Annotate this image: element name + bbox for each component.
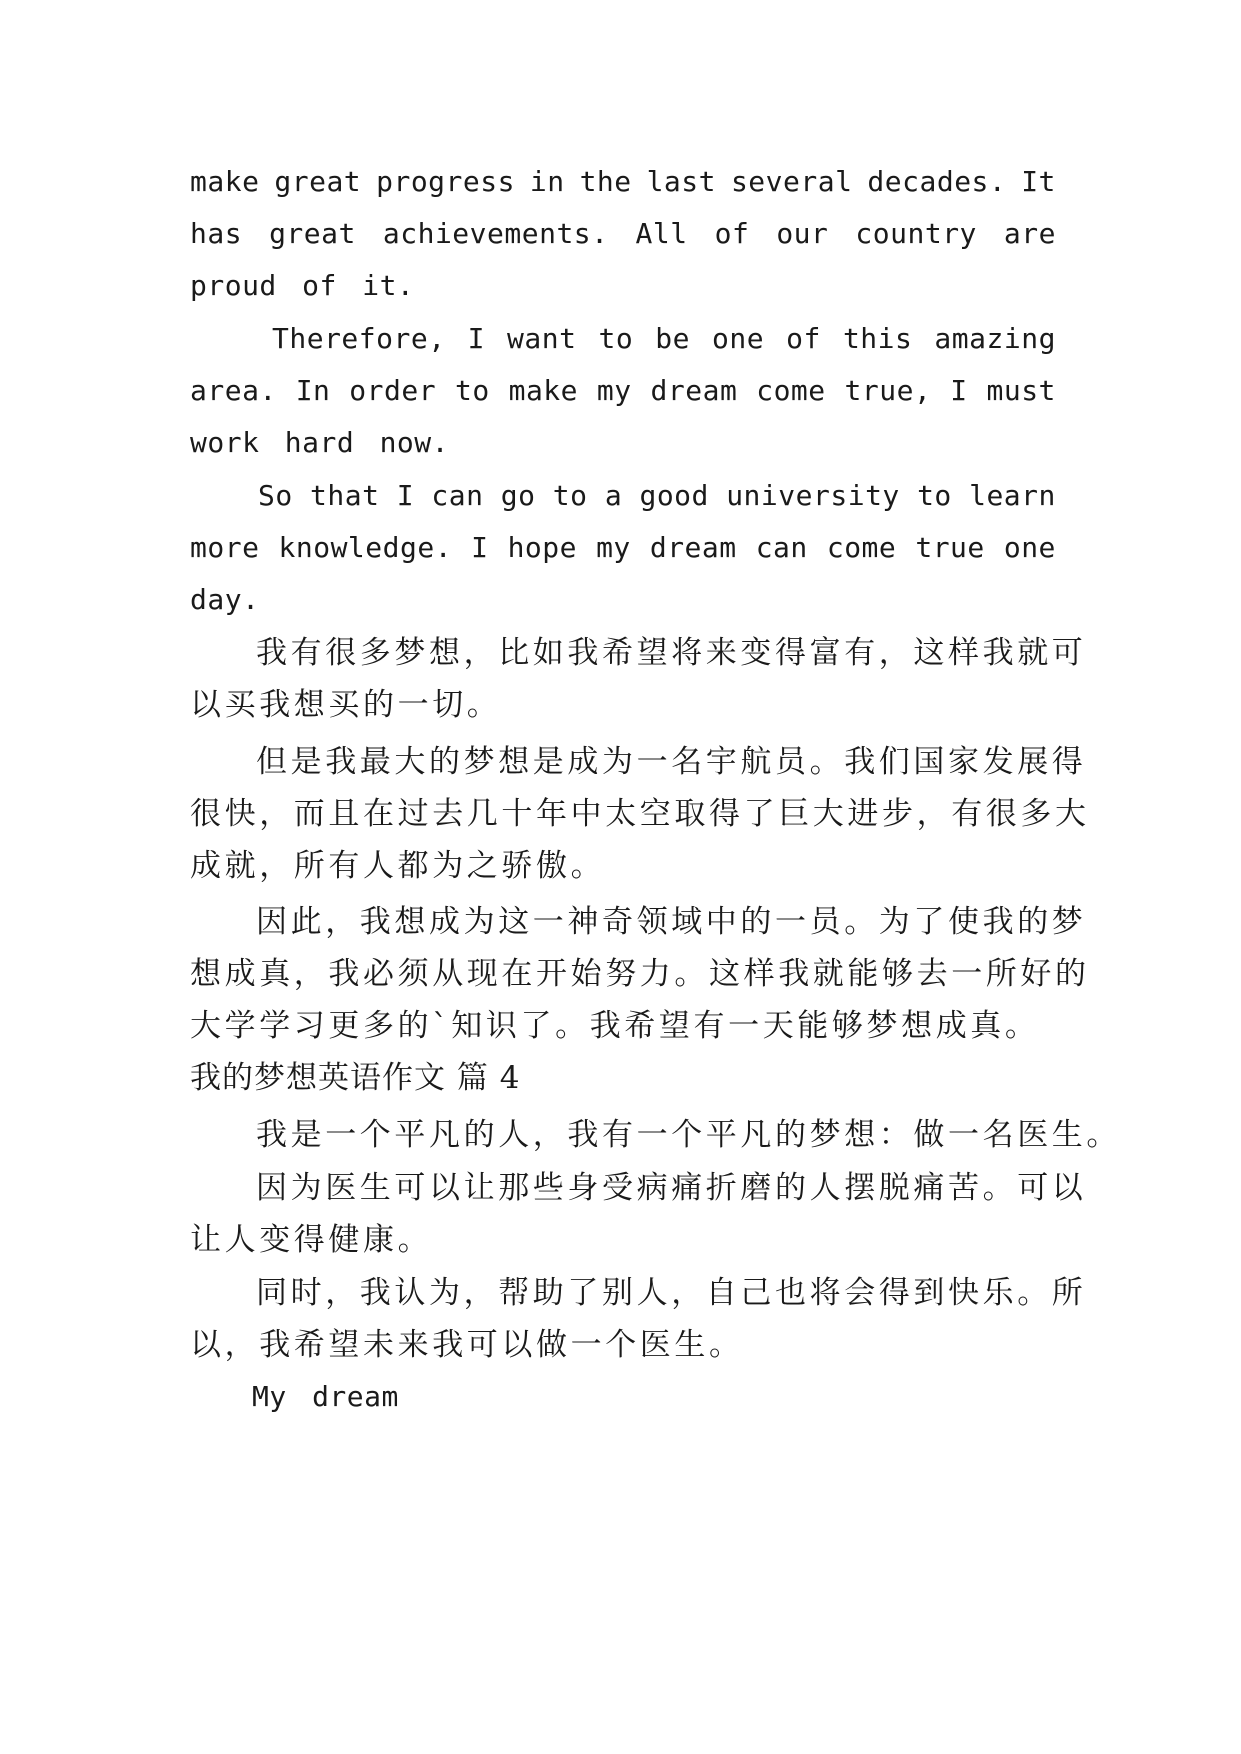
word: a	[604, 479, 623, 512]
word: country	[855, 217, 977, 250]
text-line: 以买我想买的一切。	[190, 687, 502, 723]
word: make	[508, 374, 579, 407]
text-line: 但是我最大的梦想是成为一名宇航员。我们国家发展得	[256, 744, 1087, 780]
word: has	[190, 217, 243, 250]
text-line	[272, 317, 1056, 361]
word: be	[655, 322, 690, 355]
word: to	[552, 479, 588, 512]
text-line: 大学学习更多的`知识了。我希望有一天能够梦想成真。	[190, 1008, 1040, 1044]
word: can	[755, 531, 808, 564]
word: great	[269, 217, 356, 250]
word: in	[529, 165, 565, 198]
word: true	[915, 531, 985, 564]
word: I	[467, 322, 485, 355]
text-line: 因为医生可以让那些身受病痛折磨的人摆脱痛苦。可以	[256, 1170, 1087, 1206]
word: All	[635, 217, 688, 250]
text-line: 很快，而且在过去几十年中太空取得了巨大进步，有很多大	[190, 796, 1090, 832]
word: So	[258, 479, 293, 512]
word: this	[842, 322, 913, 355]
text-line	[190, 160, 1056, 204]
word: to	[917, 479, 952, 512]
word: order	[349, 374, 437, 407]
word: I	[950, 374, 968, 407]
word: last	[646, 165, 717, 198]
text-line	[190, 369, 1056, 413]
word: area.	[190, 374, 277, 407]
word: hope	[507, 531, 577, 564]
word: want	[507, 322, 577, 355]
word: can	[431, 479, 484, 512]
word: of	[714, 217, 750, 250]
word: one	[1003, 531, 1056, 564]
word: more	[190, 531, 260, 564]
text-line	[190, 212, 1056, 256]
word: must	[986, 374, 1056, 407]
text-line: 成就，所有人都为之骄傲。	[190, 848, 606, 884]
word: In	[295, 374, 331, 407]
text-line: 想成真，我必须从现在开始努力。这样我就能够去一所好的	[190, 956, 1090, 992]
word: are	[1003, 217, 1056, 250]
word: my	[596, 531, 631, 564]
text-line: 因此，我想成为这一神奇领域中的一员。为了使我的梦	[256, 904, 1087, 940]
word: go	[500, 479, 536, 512]
text-line	[258, 474, 1056, 518]
word: dream	[649, 531, 737, 564]
text-line: 我是一个平凡的人，我有一个平凡的梦想：做一名医生。	[256, 1117, 1121, 1153]
text-line: 以，我希望未来我可以做一个医生。	[190, 1327, 744, 1363]
text-line: 同时，我认为，帮助了别人，自己也将会得到快乐。所	[256, 1275, 1087, 1311]
word: come	[756, 374, 826, 407]
word: Therefore,	[272, 322, 446, 355]
word: I	[471, 531, 489, 564]
word: I	[396, 479, 415, 512]
word: the	[579, 165, 632, 198]
word: progress	[376, 165, 515, 198]
text-line	[190, 526, 1056, 570]
word: make	[190, 165, 260, 198]
word: of	[786, 322, 821, 355]
word: our	[776, 217, 829, 250]
word: university	[726, 479, 900, 512]
text-line: proud of it.	[190, 269, 415, 302]
word: to	[598, 322, 634, 355]
word: amazing	[934, 322, 1056, 355]
word: true,	[844, 374, 932, 407]
word: that	[310, 479, 380, 512]
section-heading: 我的梦想英语作文 篇 4	[190, 1060, 521, 1096]
word: come	[826, 531, 897, 564]
text-line: My dream	[252, 1380, 399, 1413]
word: good	[639, 479, 709, 512]
word: to	[454, 374, 490, 407]
word: decades.	[867, 165, 1007, 198]
text-line: work hard now.	[190, 426, 450, 459]
word: great	[274, 165, 362, 198]
word: knowledge.	[278, 531, 453, 564]
word: learn	[969, 479, 1056, 512]
word: It	[1021, 165, 1056, 198]
word: several	[730, 165, 853, 198]
word: achievements.	[382, 217, 609, 250]
word: my	[596, 374, 632, 407]
text-line: day.	[190, 583, 260, 616]
text-line: 让人变得健康。	[190, 1222, 433, 1258]
word: one	[712, 322, 765, 355]
word: dream	[650, 374, 738, 407]
text-line: 我有很多梦想，比如我希望将来变得富有，这样我就可	[256, 635, 1087, 671]
